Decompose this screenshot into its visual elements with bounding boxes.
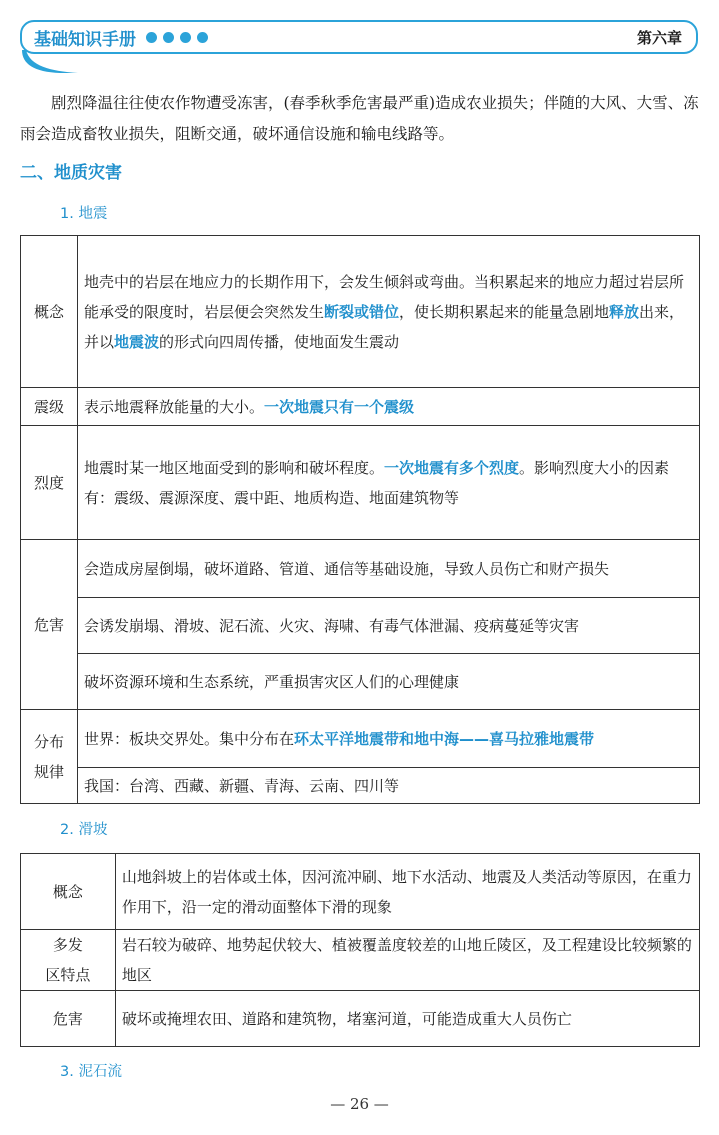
landslide-table <box>20 853 700 1047</box>
magnitude-cell <box>77 388 699 426</box>
concept-cell <box>77 236 699 388</box>
table-row <box>21 991 700 1047</box>
table-row <box>21 236 700 388</box>
table-row <box>21 598 700 654</box>
highlight-text: 地震波 <box>113 332 159 351</box>
handbook-title: 基础知识手册 <box>34 29 136 50</box>
world-distribution-cell <box>77 710 699 768</box>
concept-cell: 山地斜坡上的岩体或土体，因河流冲刷、地下水活动、地震及人类活动等原因，在重力作用下，沿一定的滑动面整体下滑的现象 <box>115 854 699 930</box>
table-row <box>21 930 700 991</box>
page-header <box>20 20 698 54</box>
row-label: 危害 <box>21 991 116 1047</box>
label-line: 多发 <box>52 936 83 954</box>
hazard-item: 会造成房屋倒塌，破坏道路、管道、通信等基础设施，导致人员伤亡和财产损失 <box>77 540 699 598</box>
intro-paragraph: 剧烈降温往往使农作物遭受冻害，(春季秋季危害最严重)造成农业损失；伴随的大风、大雪、冻雨会造成畜牧业损失，阻断交通，破坏通信设施和输电线路等。 <box>20 94 699 143</box>
dot-icon <box>163 32 174 43</box>
dot-icon <box>197 32 208 43</box>
label-line: 区特点 <box>45 966 91 984</box>
row-label: 危害 <box>21 540 78 710</box>
text-run: 。影响烈度大小的因素有：震级、震源深度、震中距、地质构造、地面建筑物等 <box>83 458 669 507</box>
hazard-item: 会诱发崩塌、滑坡、泥石流、火灾、海啸、有毒气体泄漏、疫病蔓延等灾害 <box>77 598 699 654</box>
table-row <box>21 710 700 768</box>
text-run: 出来，并以 <box>83 302 685 351</box>
text-run: 的形式向四周传播，使地面发生震动 <box>158 332 399 351</box>
text-run: 世界：板块交界处。集中分布在 <box>83 729 294 748</box>
table-row <box>21 426 700 540</box>
highlight-text: 断裂或错位 <box>323 302 399 321</box>
text-run: 地震时某一地区地面受到的影响和破坏程度。 <box>83 458 384 477</box>
row-label: 烈度 <box>21 426 78 540</box>
china-distribution-cell: 我国：台湾、西藏、新疆、青海、云南、四川等 <box>77 768 699 804</box>
landslide-title: 2. 滑坡 <box>60 822 108 838</box>
header-title-group <box>34 25 208 50</box>
chapter-label: 第六章 <box>636 28 682 47</box>
debris-flow-title: 3. 泥石流 <box>60 1064 122 1080</box>
swoosh-decoration-icon <box>20 50 80 76</box>
intensity-cell <box>77 426 699 540</box>
dot-icon <box>180 32 191 43</box>
section-title: 二、地质灾害 <box>20 163 122 183</box>
text-run: 地壳中的岩层在地应力的长期作用下，会发生倾斜或弯曲。当积累起来的地应力超过岩层所能承受的限度时，岩层便会突然发生 <box>83 272 684 321</box>
dot-icon <box>146 32 157 43</box>
page-number: — 26 — <box>330 1095 389 1113</box>
table-row <box>21 768 700 804</box>
highlight-text: 一次地震只有一个震级 <box>263 397 414 416</box>
highlight-text: 一次地震有多个烈度 <box>383 458 519 477</box>
highlight-text: 环太平洋地震带和地中海——喜马拉雅地震带 <box>293 729 594 748</box>
text-run: ，使长期积累起来的能量急剧地 <box>398 302 609 321</box>
hazard-item: 破坏资源环境和生态系统，严重损害灾区人们的心理健康 <box>77 654 699 710</box>
row-label: 震级 <box>21 388 78 426</box>
text-run: 表示地震释放能量的大小。 <box>83 397 264 416</box>
table-row <box>21 854 700 930</box>
table-row <box>21 388 700 426</box>
row-label <box>21 930 116 991</box>
table-row <box>21 540 700 598</box>
earthquake-table <box>20 235 700 804</box>
region-cell: 岩石较为破碎、地势起伏较大、植被覆盖度较差的山地丘陵区，及工程建设比较频繁的地区 <box>115 930 699 991</box>
row-label: 概念 <box>21 854 116 930</box>
hazard-cell: 破坏或掩埋农田、道路和建筑物，堵塞河道，可能造成重大人员伤亡 <box>115 991 699 1047</box>
table-row <box>21 654 700 710</box>
decorative-dots <box>146 32 208 43</box>
row-label: 概念 <box>21 236 78 388</box>
row-label <box>21 710 78 804</box>
label-line: 规律 <box>33 762 64 781</box>
earthquake-title: 1. 地震 <box>60 206 108 222</box>
label-line: 分布 <box>33 732 64 751</box>
highlight-text: 释放 <box>608 302 639 321</box>
